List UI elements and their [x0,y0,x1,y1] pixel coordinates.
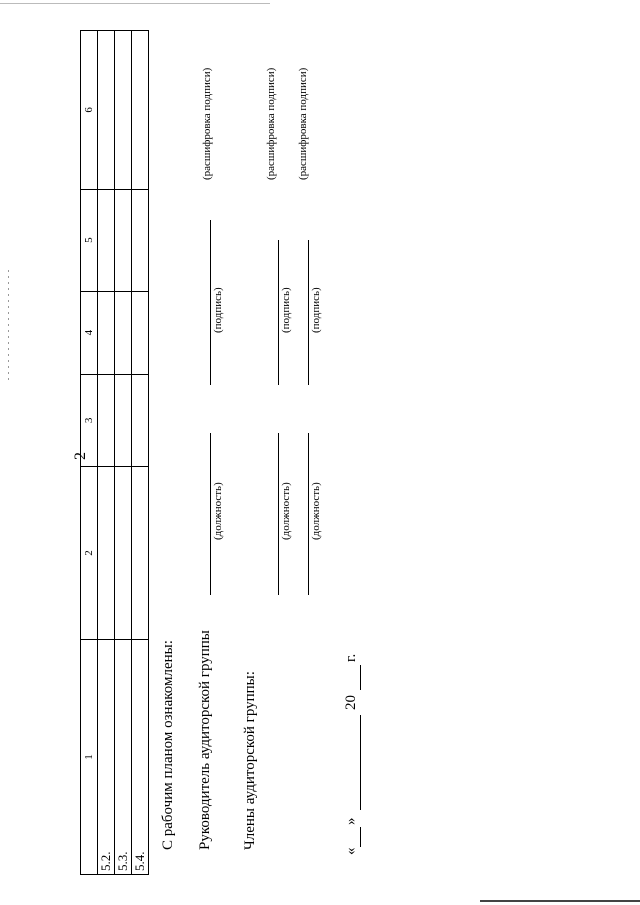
member-position-line [278,433,279,595]
leader-signature-line [210,220,211,385]
date-year-line [360,665,361,690]
table-cell [98,31,115,190]
table-cell [98,189,115,291]
acknowledgement-text: С рабочим планом ознакомлены: [160,640,176,850]
date-year-suffix: г. [343,653,359,662]
table-header-cell: 6 [81,31,98,190]
table-cell [132,189,149,291]
table-cell [98,291,115,374]
leader-position-caption: (должность) [212,482,224,540]
date-month-line [360,715,361,810]
table-cell [132,291,149,374]
member-position-caption: (должность) [310,482,322,540]
table-cell [132,374,149,466]
member-decoding-caption: (расшифровка подписи) [297,67,309,180]
table-header-cell: 3 [81,374,98,466]
table-cell [115,467,132,640]
date-day-line [360,827,361,847]
table-header-cell: 2 [81,467,98,640]
table-header-cell: 5 [81,189,98,291]
date-year-prefix: 20 [343,695,359,710]
leader-decoding-caption: (расшифровка подписи) [201,67,213,180]
page-number: 2 [72,452,89,460]
table-cell [132,467,149,640]
member-signature-line [308,240,309,385]
leader-position-line [210,433,211,595]
member-signature-caption: (подпись) [310,287,322,333]
leader-label: Руководитель аудиторской группы [197,630,213,850]
members-label: Члены аудиторской группы: [242,671,258,850]
member-position-line [308,433,309,595]
table-row [98,31,115,875]
member-position-caption: (должность) [280,482,292,540]
table-cell [115,31,132,190]
table-cell: 5.3. [115,639,132,874]
table-cell [115,189,132,291]
table-row [132,31,149,875]
member-signature-caption: (подпись) [280,287,292,333]
audit-plan-table [80,30,149,875]
table-cell [115,374,132,466]
date-open-quote: « [343,847,359,855]
table-header-row [81,31,98,875]
table-cell [98,467,115,640]
table-cell: 5.2. [98,639,115,874]
table-cell: 5.4. [132,639,149,874]
table-header-cell: 1 [81,639,98,874]
table-cell [115,291,132,374]
member-signature-line [278,240,279,385]
table-cell [98,374,115,466]
date-close-quote: » [343,817,359,825]
member-decoding-caption: (расшифровка подписи) [265,67,277,180]
table-header-cell: 4 [81,291,98,374]
leader-signature-caption: (подпись) [212,287,224,333]
table-cell [132,31,149,190]
table-row [115,31,132,875]
